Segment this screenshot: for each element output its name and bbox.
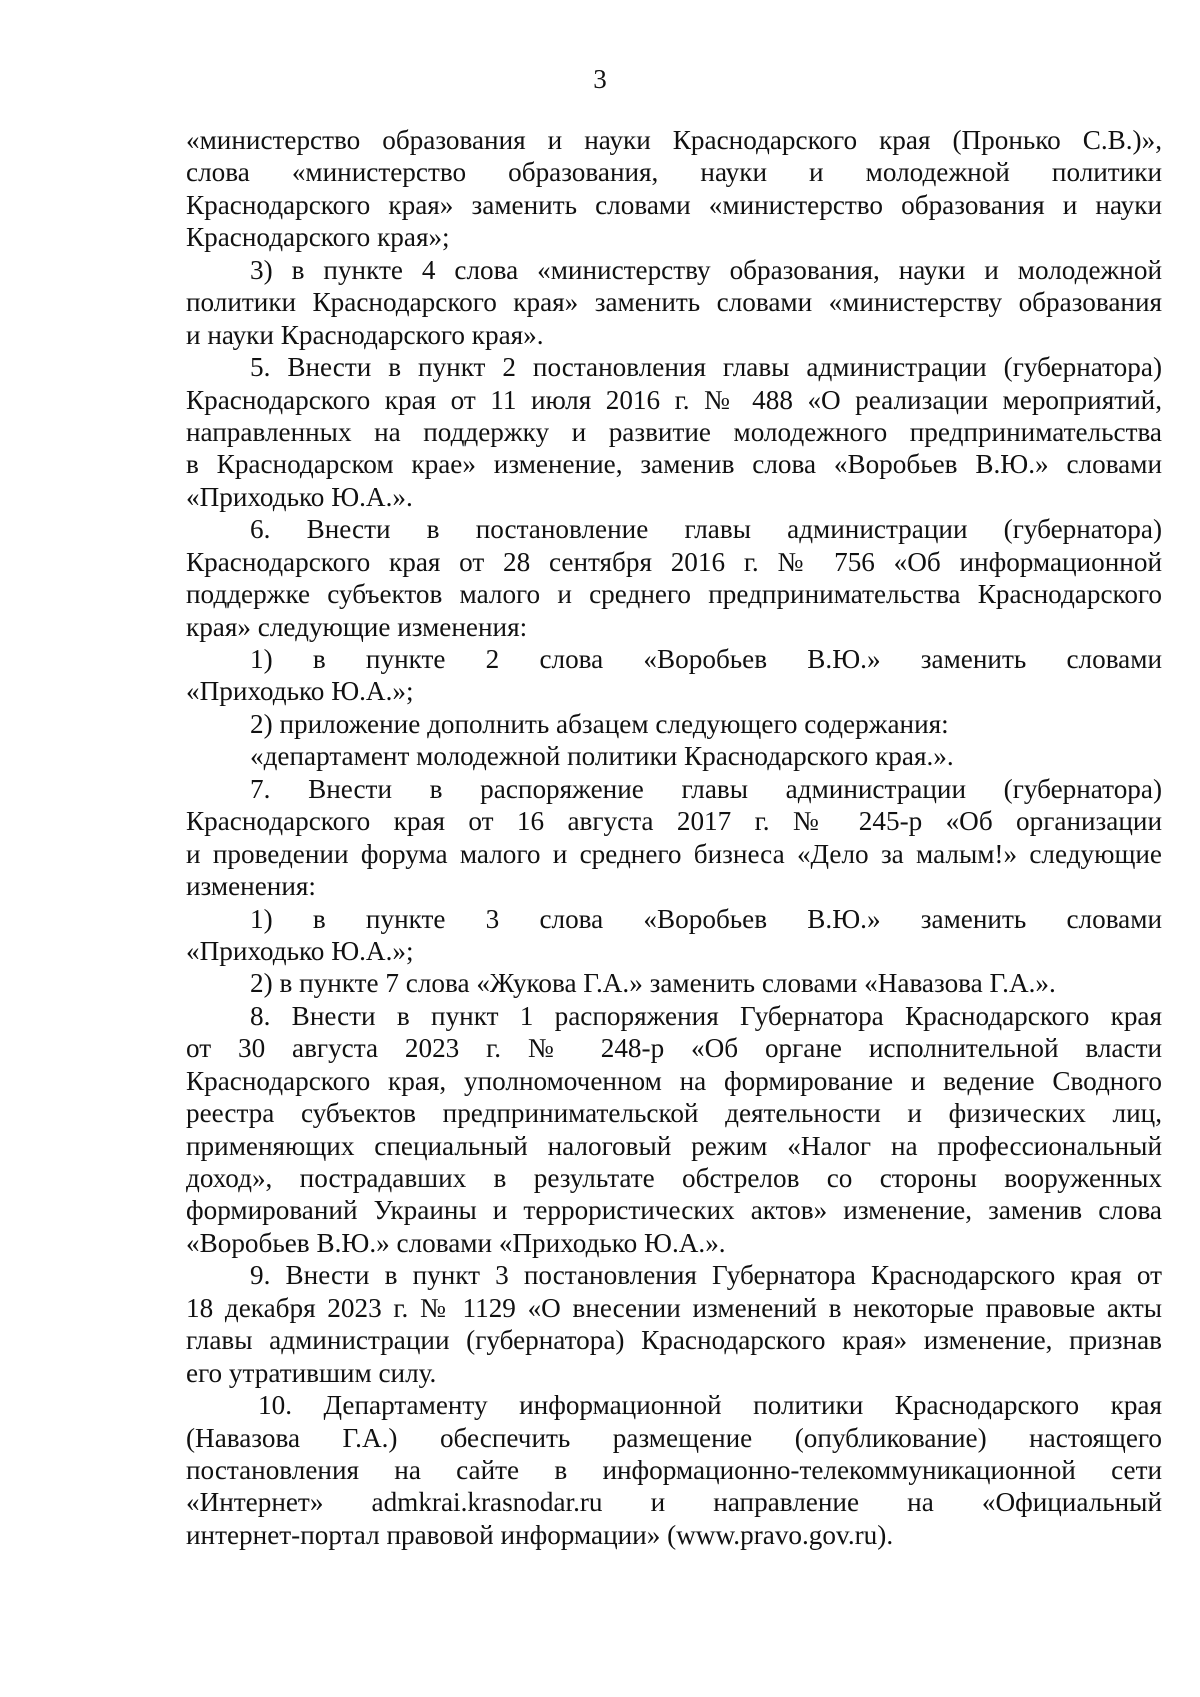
text-line: 6. Внести в постановление главы администрации (губернатора) [250, 514, 1162, 545]
text-line: и науки Краснодарского края». [186, 319, 544, 350]
text-line: 5. Внести в пункт 2 постановления главы администрации (губернатора) [250, 352, 1162, 383]
text-line: 1) в пункте 2 слова «Воробьев В.Ю.» заменить словами [250, 644, 1162, 674]
text-line: формирований Украины и террористических актов» изменение, заменив слова [186, 1195, 1162, 1226]
text-line: Краснодарского края»; [186, 222, 450, 253]
text-line: интернет-портал правовой информации» (www.pravo.gov.ru). [186, 1519, 894, 1550]
text-line: главы администрации (губернатора) Краснодарского края» изменение, признав [186, 1325, 1162, 1356]
text-line: реестра субъектов предпринимательской деятельности и физических лиц, [186, 1098, 1162, 1129]
text-line: 2) в пункте 7 слова «Жукова Г.А.» заменить словами «Навазова Г.А.». [250, 968, 1056, 999]
document-body [186, 124, 1162, 1551]
text-line: 1) в пункте 3 слова «Воробьев В.Ю.» заменить словами [250, 903, 1162, 934]
text-line: изменения: [186, 871, 316, 902]
text-line: Краснодарского края от 16 августа 2017 г. № 245-р «Об организации [186, 806, 1162, 837]
text-line: 9. Внести в пункт 3 постановления Губернатора Краснодарского края от [250, 1260, 1162, 1291]
text-line: Краснодарского края от 11 июля 2016 г. № 488 «О реализации мероприятий, [186, 384, 1162, 415]
text-line: Краснодарского края, уполномоченном на формирование и ведение Сводного [186, 1065, 1162, 1096]
text-line: политики Краснодарского края» заменить словами «министерству образования [186, 287, 1162, 318]
text-line: «Приходько Ю.А.». [186, 481, 413, 512]
text-line: «Интернет» admkrai.krasnodar.ru и направление на «Официальный [186, 1487, 1162, 1518]
text-line: (Навазова Г.А.) обеспечить размещение (опубликование) настоящего [186, 1422, 1162, 1453]
text-line: «Воробьев В.Ю.» словами «Приходько Ю.А.». [186, 1227, 726, 1258]
text-line: постановления на сайте в информационно-телекоммуникационной сети [186, 1454, 1162, 1485]
text-line: в Краснодарском крае» изменение, заменив слова «Воробьев В.Ю.» словами [186, 449, 1162, 480]
text-line: 3) в пункте 4 слова «министерству образования, науки и молодежной [250, 254, 1162, 285]
text-line: 8. Внести в пункт 1 распоряжения Губернатора Краснодарского края [250, 1000, 1162, 1031]
text-line: 18 декабря 2023 г. № 1129 «О внесении изменений в некоторые правовые акты [186, 1292, 1162, 1323]
page-number: 3 [593, 64, 607, 94]
text-line: Краснодарского края от 28 сентября 2016 г. № 756 «Об информационной [186, 546, 1162, 577]
text-line: применяющих специальный налоговый режим «Налог на профессиональный [186, 1130, 1162, 1161]
text-line: «министерство образования и науки Краснодарского края (Пронько С.В.)», [186, 125, 1162, 155]
text-line: 2) приложение дополнить абзацем следующего содержания: [250, 708, 949, 739]
text-line: «департамент молодежной политики Краснодарского края.». [250, 741, 954, 772]
text-line: и проведении форума малого и среднего бизнеса «Дело за малым!» следующие [186, 838, 1162, 869]
text-line: поддержке субъектов малого и среднего предпринимательства Краснодарского [186, 579, 1162, 610]
text-line: края» следующие изменения: [186, 611, 528, 642]
text-line: доход», пострадавших в результате обстрелов со стороны вооруженных [186, 1163, 1162, 1193]
text-line: слова «министерство образования, науки и молодежной политики [186, 157, 1162, 188]
text-line: 10. Департаменту информационной политики Краснодарского края [258, 1390, 1162, 1421]
text-line: Краснодарского края» заменить словами «министерство образования и науки [186, 189, 1162, 220]
text-line: от 30 августа 2023 г. № 248-р «Об органе исполнительной власти [186, 1033, 1162, 1064]
text-line: 7. Внести в распоряжение главы администрации (губернатора) [250, 773, 1162, 804]
text-line: направленных на поддержку и развитие молодежного предпринимательства [186, 416, 1162, 447]
text-line: «Приходько Ю.А.»; [186, 935, 414, 966]
text-line: его утратившим силу. [186, 1357, 437, 1388]
text-line: «Приходько Ю.А.»; [186, 676, 414, 707]
